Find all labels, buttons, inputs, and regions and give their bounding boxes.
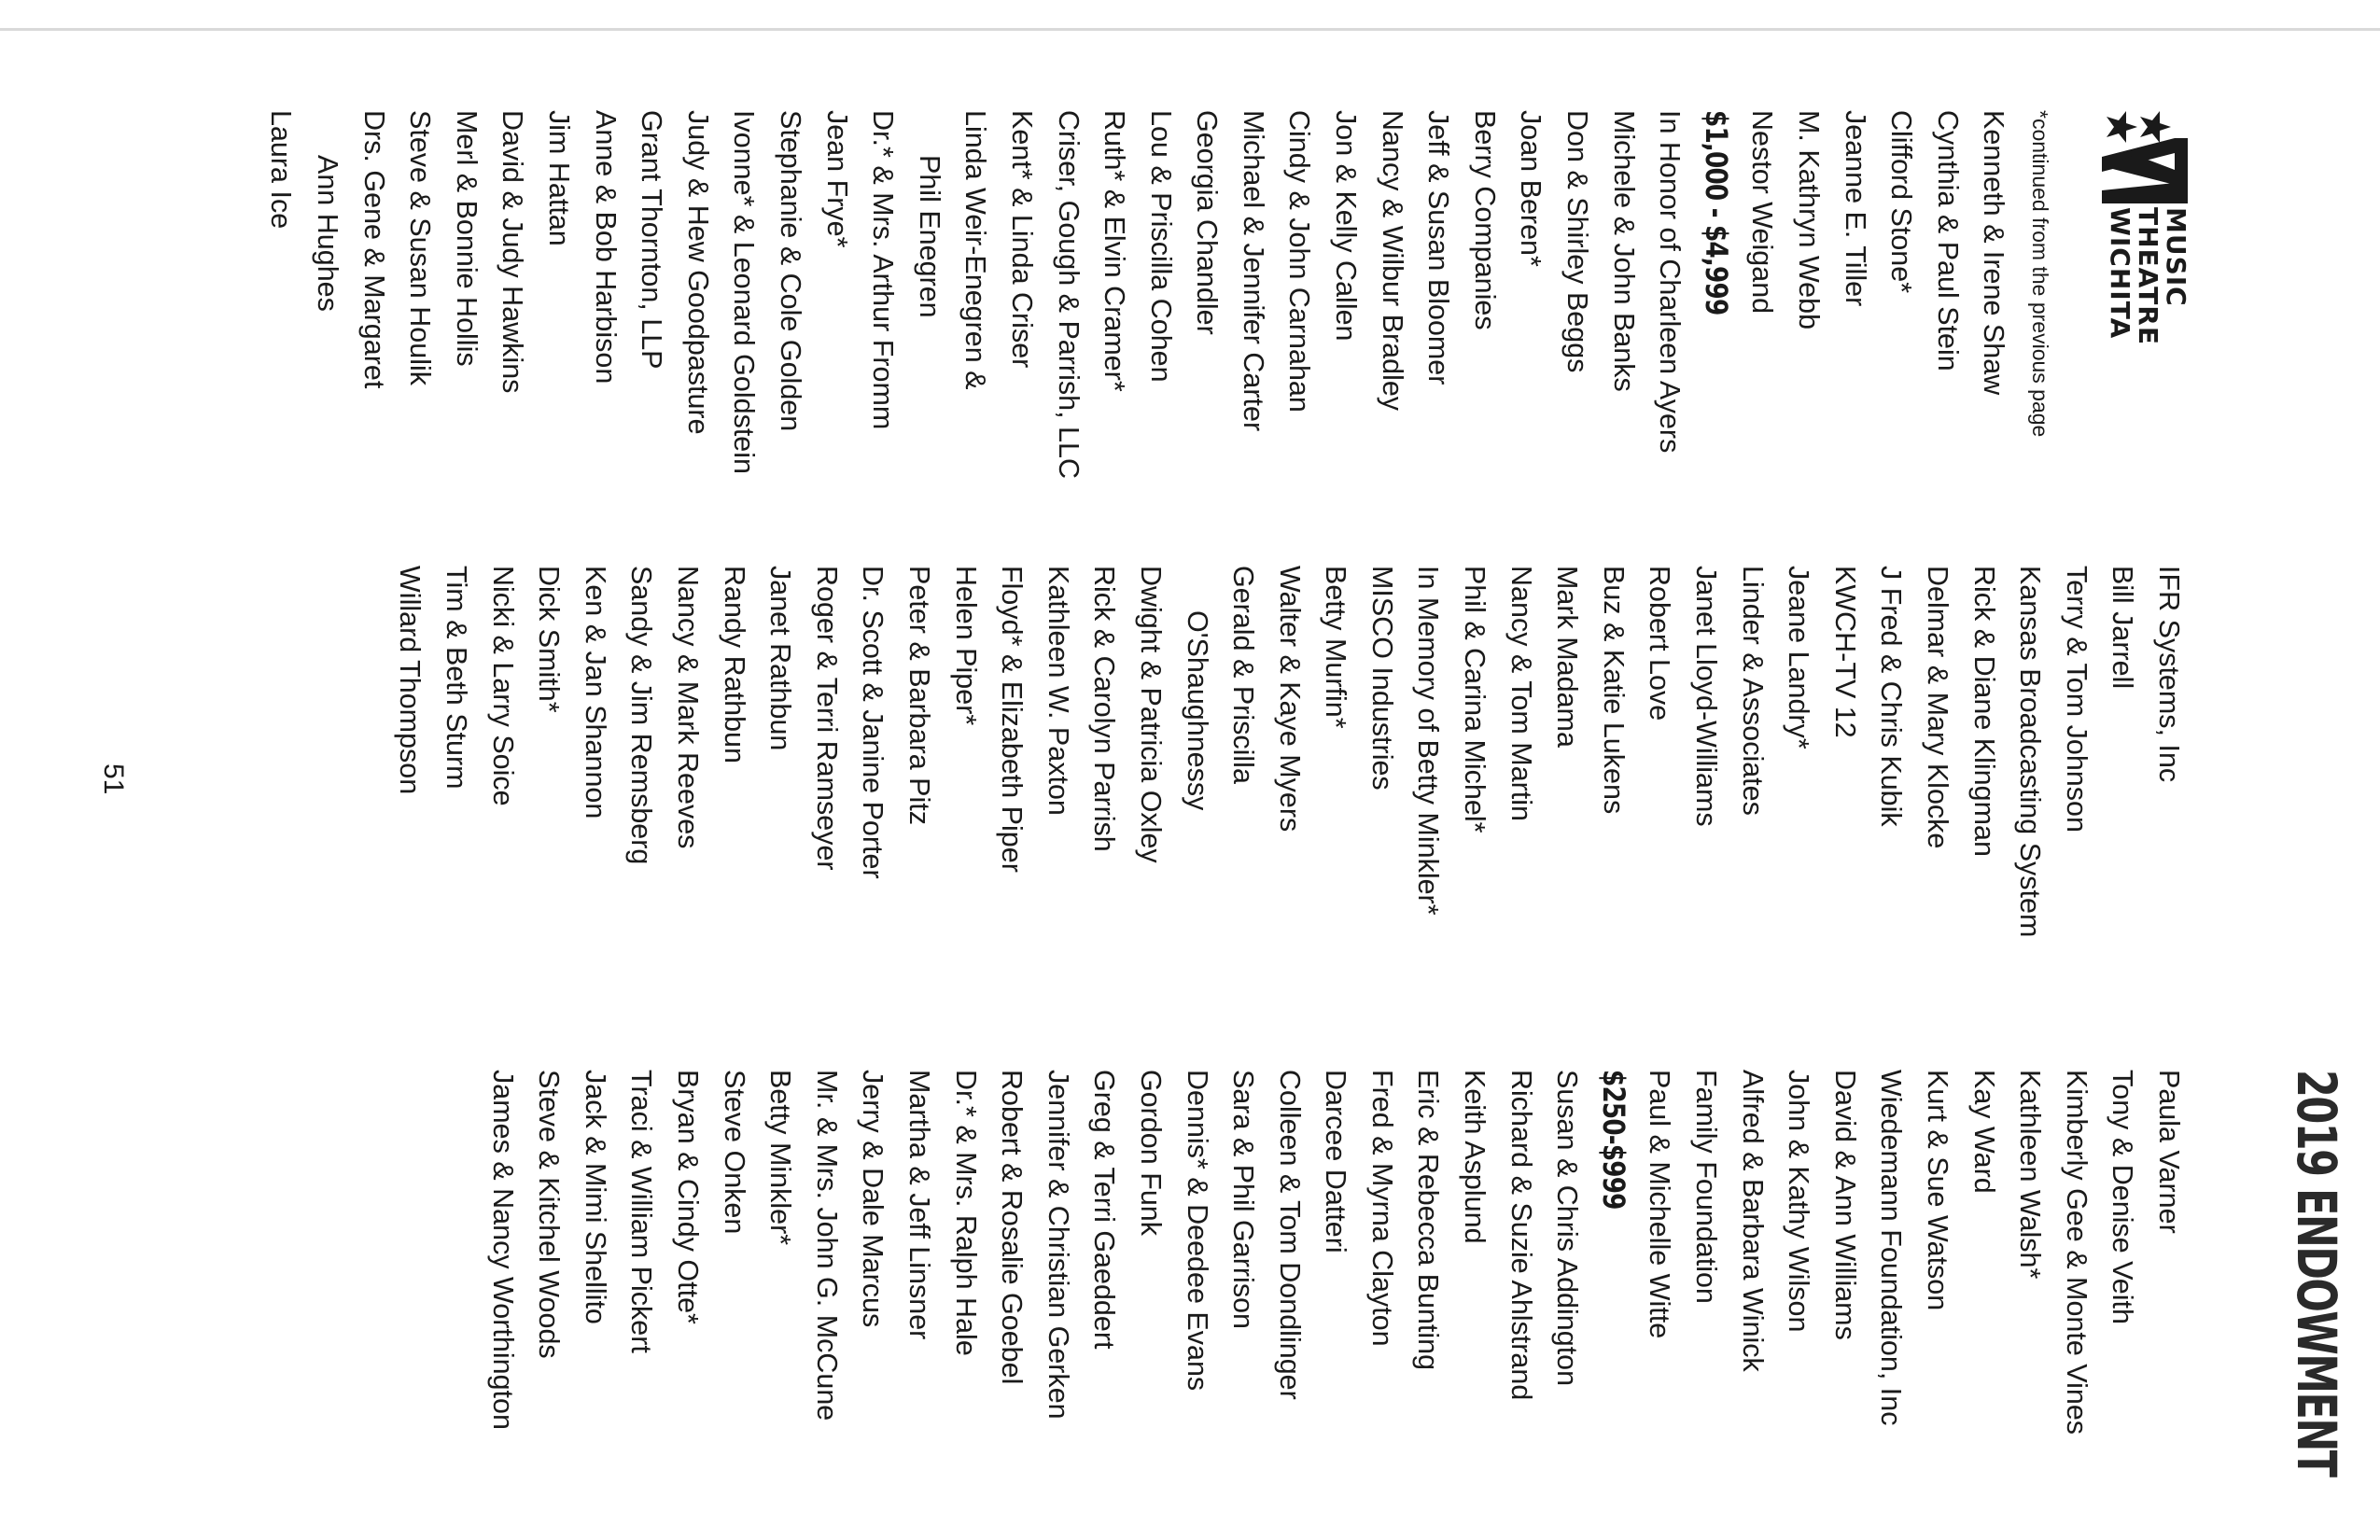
donor-name: Jerry & Dale Marcus xyxy=(857,1070,889,1328)
donor-name: Eric & Rebecca Bunting xyxy=(1412,1070,1445,1371)
donor-name: Kansas Broadcasting System xyxy=(2014,566,2047,938)
donor-name: Clifford Stone* xyxy=(1885,110,1918,294)
donor-name: Bryan & Cindy Otte* xyxy=(672,1070,704,1324)
donor-name: Ivonne* & Leonard Goldstein xyxy=(728,110,761,474)
logo-line-music: MUSIC xyxy=(2161,207,2191,307)
continued-note: *continued from the previous page xyxy=(2028,110,2052,438)
donor-column-1 xyxy=(258,110,2063,479)
donor-name: In Honor of Charleen Ayers xyxy=(1654,110,1687,454)
scan-edge-line xyxy=(0,28,2380,31)
donor-name: Drs. Gene & Margaret xyxy=(357,110,390,389)
donor-name: Tim & Beth Sturm xyxy=(441,566,473,790)
donor-name: Cynthia & Paul Stein xyxy=(1931,110,1964,371)
donor-name: Grant Thornton, LLP xyxy=(636,110,668,370)
donor-name: Paula Varner xyxy=(2153,1070,2185,1234)
donor-name: Dennis* & Deedee Evans xyxy=(1181,1070,1213,1392)
donor-name: Paul & Michelle Witte xyxy=(1644,1070,1676,1339)
donor-name: Kurt & Sue Watson xyxy=(1922,1070,1954,1311)
donor-column-2 xyxy=(386,566,2191,937)
endowment-page xyxy=(45,110,2348,1540)
donor-name: Betty Murfin* xyxy=(1320,566,1352,729)
donor-name: Georgia Chandler xyxy=(1191,110,1224,335)
donor-name: Traci & William Pickert xyxy=(625,1070,658,1353)
donor-name: Janet Rathbun xyxy=(764,566,797,751)
donor-name: Jeane Landry* xyxy=(1783,566,1815,749)
donor-name: Merl & Bonnie Hollis xyxy=(450,110,483,367)
donor-name: Michele & John Banks xyxy=(1607,110,1640,392)
donor-name: Mr. & Mrs. John G. McCune xyxy=(810,1070,843,1421)
logo-line-wichita: WICHITA xyxy=(2105,207,2135,340)
donor-name: Darcee Datteri xyxy=(1320,1070,1352,1253)
donor-name: Floyd* & Elizabeth Piper xyxy=(996,566,1029,873)
donor-name: Wiedemann Foundation, Inc xyxy=(1875,1070,1908,1426)
mtw-logo-mark-icon xyxy=(2098,110,2191,203)
donor-name: Richard & Suzie Ahlstrand xyxy=(1505,1070,1537,1401)
donor-name: Cindy & John Carnahan xyxy=(1283,110,1316,413)
donor-name-continued: Phil Enegren xyxy=(913,155,945,318)
donor-name: Sara & Phil Garrison xyxy=(1227,1070,1260,1329)
donor-name: Lou & Priscilla Cohen xyxy=(1144,110,1177,383)
donor-name: Linder & Associates xyxy=(1736,566,1769,816)
donor-name: Jim Hattan xyxy=(543,110,575,246)
music-theatre-wichita-logo xyxy=(2089,110,2191,502)
donor-name: Kathleen Walsh* xyxy=(2014,1070,2047,1280)
donor-name: Anne & Bob Harbison xyxy=(589,110,622,385)
donor-name: Jack & Mimi Shellito xyxy=(579,1070,611,1324)
donor-name: Rick & Diane Klingman xyxy=(1967,566,2000,857)
donor-name: Tony & Denise Veith xyxy=(2107,1070,2139,1324)
donor-name: Jennifer & Christian Gerken xyxy=(1042,1070,1074,1420)
donor-name: Walter & Kaye Myers xyxy=(1273,566,1306,833)
donor-name: Phil & Carina Michel* xyxy=(1459,566,1491,833)
donor-name: Ruth* & Elvin Cramer* xyxy=(1099,110,1131,392)
donor-name: Laura Ice xyxy=(265,110,298,230)
donor-name: Michael & Jennifer Carter xyxy=(1237,110,1269,432)
donor-name: Dr.* & Mrs. Arthur Fromm xyxy=(867,110,900,430)
donor-name: Delmar & Mary Klocke xyxy=(1922,566,1954,849)
donor-name: Judy & Hew Goodpasture xyxy=(681,110,714,435)
donor-name: Buz & Katie Lukens xyxy=(1597,566,1630,815)
donor-name: David & Ann Williams xyxy=(1828,1070,1861,1340)
donor-name: Steve Onken xyxy=(718,1070,750,1235)
donor-name: Robert Love xyxy=(1644,566,1676,721)
donor-name: Joan Beren* xyxy=(1515,110,1547,267)
donor-name-continued: O'Shaughnessy xyxy=(1181,610,1213,811)
donor-name: Robert & Rosalie Goebel xyxy=(996,1070,1029,1385)
donor-name: M. Kathryn Webb xyxy=(1793,110,1826,330)
donor-name: J Fred & Chris Kubik xyxy=(1875,566,1908,827)
donor-name: Nancy & Tom Martin xyxy=(1505,566,1537,822)
donor-name: Helen Piper* xyxy=(949,566,982,726)
donor-name: Mark Madama xyxy=(1551,566,1584,748)
donor-column-3 xyxy=(479,1070,2191,1435)
donor-name: Nestor Weigand xyxy=(1746,110,1779,315)
donor-name: Willard Thompson xyxy=(394,566,427,795)
donor-name: Gerald & Priscilla xyxy=(1227,566,1260,784)
donor-name: Steve & Kitchel Woods xyxy=(533,1070,566,1359)
page-number: 51 xyxy=(98,763,129,795)
donor-name: John & Kathy Wilson xyxy=(1783,1070,1815,1333)
logo-line-theatre: THEATRE xyxy=(2133,207,2163,345)
donor-name: Bill Jarrell xyxy=(2107,566,2139,690)
donor-name: In Memory of Betty Minkler* xyxy=(1412,566,1445,916)
donor-name: Keith Asplund xyxy=(1459,1070,1491,1244)
donor-name: Kimberly Gee & Monte Vines xyxy=(2060,1070,2093,1435)
donor-name: Don & Shirley Beggs xyxy=(1561,110,1594,373)
giving-level-heading: $1,000 - $4,999 xyxy=(1698,110,1734,315)
donor-name: Jon & Kelly Callen xyxy=(1330,110,1363,342)
donor-name: Susan & Chris Addington xyxy=(1551,1070,1584,1387)
donor-name: Dick Smith* xyxy=(533,566,566,713)
donor-name: Randy Rathbun xyxy=(718,566,750,763)
donor-name: Kay Ward xyxy=(1967,1070,2000,1194)
donor-name: Stephanie & Cole Golden xyxy=(774,110,806,432)
donor-name: Sandy & Jim Remsberg xyxy=(625,566,658,865)
donor-name: Family Foundation xyxy=(1690,1070,1723,1304)
donor-name: Nicki & Larry Soice xyxy=(486,566,519,806)
donor-name: Kent* & Linda Criser xyxy=(1005,110,1038,369)
donor-name: Dr.* & Mrs. Ralph Hale xyxy=(949,1070,982,1356)
donor-name: Terry & Tom Johnson xyxy=(2060,566,2093,833)
donor-name: Alfred & Barbara Winick xyxy=(1736,1070,1769,1372)
donor-name: Steve & Susan Houlik xyxy=(404,110,437,385)
donor-name: MISCO Industries xyxy=(1365,566,1398,791)
donor-name: Peter & Barbara Pitz xyxy=(903,566,935,826)
donor-name: Betty Minkler* xyxy=(764,1070,797,1246)
donor-name: Fred & Myrna Clayton xyxy=(1365,1070,1398,1347)
donor-name: Ken & Jan Shannon xyxy=(579,566,611,819)
donor-name: Nancy & Wilbur Bradley xyxy=(1376,110,1408,412)
donor-name: KWCH-TV 12 xyxy=(1828,566,1861,738)
page-title: 2019 ENDOWMENT xyxy=(2285,1070,2348,1477)
logo-wordmark xyxy=(2106,207,2190,345)
donor-name: Criser, Gough & Parrish, LLC xyxy=(1052,110,1085,479)
donor-name: IFR Systems, Inc xyxy=(2153,566,2185,783)
donor-name: Jean Frye* xyxy=(820,110,853,248)
donor-name: Gordon Funk xyxy=(1134,1070,1167,1237)
donor-name: Dwight & Patricia Oxley xyxy=(1134,566,1167,863)
donor-name: Dr. Scott & Janine Porter xyxy=(857,566,889,879)
donor-name: Berry Companies xyxy=(1468,110,1501,330)
donor-name: James & Nancy Worthington xyxy=(486,1070,519,1430)
donor-name: Kenneth & Irene Shaw xyxy=(1978,110,2010,396)
donor-name: Greg & Terri Gaeddert xyxy=(1088,1070,1121,1350)
donor-name: Colleen & Tom Dondlinger xyxy=(1273,1070,1306,1400)
donor-name: Rick & Carolyn Parrish xyxy=(1088,566,1121,852)
donor-name: Nancy & Mark Reeves xyxy=(672,566,704,849)
donor-name: Jeff & Susan Bloomer xyxy=(1422,110,1455,385)
giving-level-heading: $250-$999 xyxy=(1595,1070,1631,1210)
donor-name: Janet Lloyd-Williams xyxy=(1690,566,1723,827)
donor-name-continued: Ann Hughes xyxy=(312,155,344,312)
donor-name: Linda Weir-Enegren & xyxy=(959,110,992,390)
donor-name: Roger & Terri Ramseyer xyxy=(810,566,843,871)
donor-name: Kathleen W. Paxton xyxy=(1042,566,1074,816)
donor-name: David & Judy Hawkins xyxy=(497,110,529,394)
donor-name: Jeanne E. Tiller xyxy=(1839,110,1871,307)
donor-name: Martha & Jeff Linsner xyxy=(903,1070,935,1340)
